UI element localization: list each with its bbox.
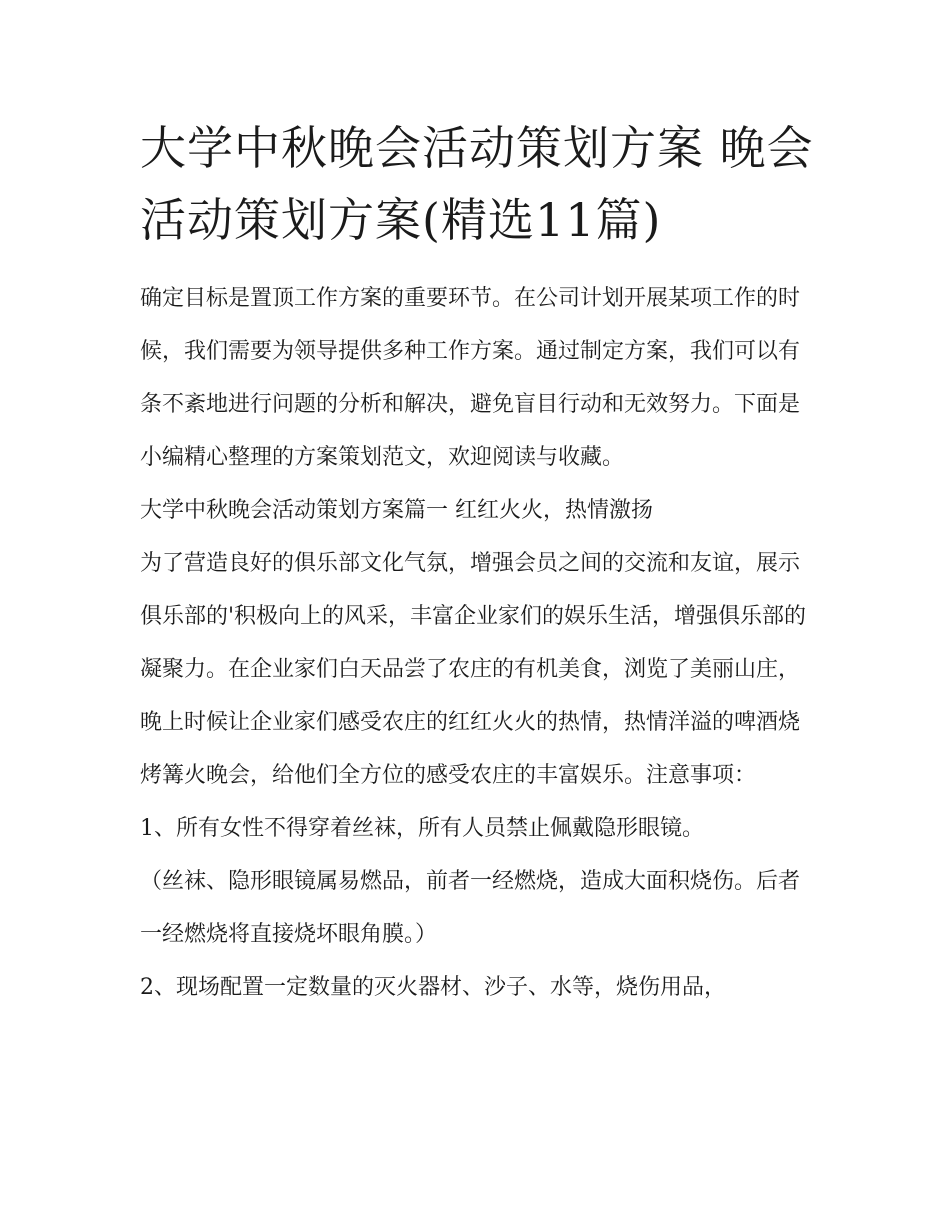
document-title: 大学中秋晚会活动策划方案 晚会活动策划方案(精选11篇) <box>140 121 814 247</box>
section-heading: 大学中秋晚会活动策划方案篇一 红红火火，热情激扬 <box>140 498 653 523</box>
notice-item-1-note: （丝袜、隐形眼镜属易燃品，前者一经燃烧，造成大面积烧伤。后者一经燃烧将直接烧坏眼角膜。） <box>140 869 801 947</box>
notice-item-1: 1、所有女性不得穿着丝袜，所有人员禁止佩戴隐形眼镜。 <box>140 816 704 841</box>
notice-item-2: 2、现场配置一定数量的灭火器材、沙子、水等，烧伤用品， <box>140 975 726 1000</box>
intro-paragraph: 确定目标是置顶工作方案的重要环节。在公司计划开展某项工作的时候，我们需要为领导提供多种工作方案。通过制定方案，我们可以有条不紊地进行问题的分析和解决，避免盲目行动和无效努力。下面是小编精心整理的方案策划范文，欢迎阅读与收藏。 <box>140 286 801 470</box>
document-page <box>140 112 820 1014</box>
section-paragraph: 为了营造良好的俱乐部文化气氛，增强会员之间的交流和友谊，展示俱乐部的'积极向上的风采，丰富企业家们的娱乐生活，增强俱乐部的凝聚力。在企业家们白天品尝了农庄的有机美食，浏览了美丽山庄，晚上时候让企业家们感受农庄的红红火火的热情，热情洋溢的啤酒烧烤篝火晚会，给他们全方位的感受农庄的丰富娱乐。注意事项： <box>140 551 807 788</box>
document-body <box>140 272 820 1014</box>
